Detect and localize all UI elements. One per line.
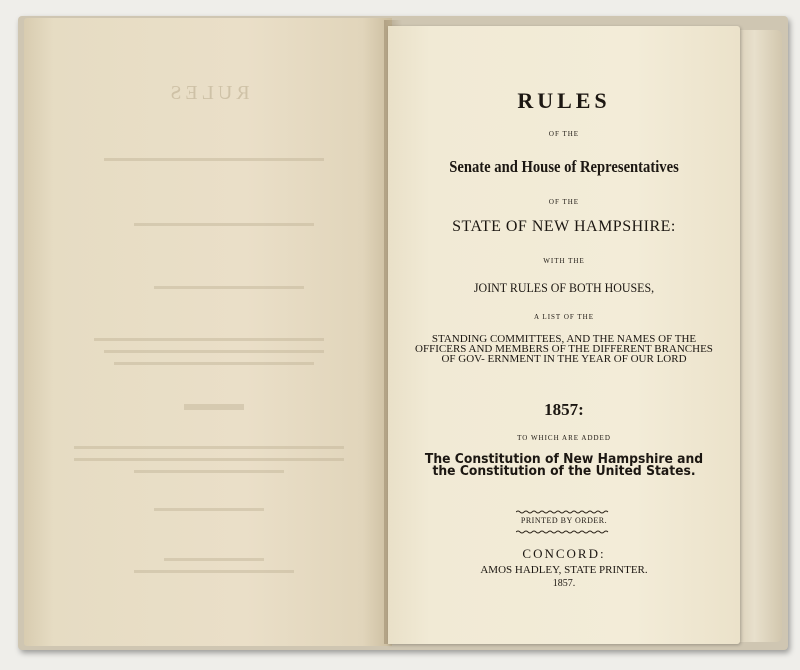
wavy-rule-bottom xyxy=(516,530,610,534)
bleed-through-line xyxy=(104,350,324,353)
bleed-through-text: RULES xyxy=(166,82,250,104)
bleed-through-line xyxy=(184,404,244,410)
bleed-through-line xyxy=(134,470,284,473)
standing-committees-text: STANDING COMMITTEES, AND THE NAMES OF THE OFFICERS AND MEMBERS OF THE DIFFERENT BRANCHES OF GOV- ERNMENT IN THE YEAR OF OUR LORD xyxy=(415,333,713,365)
bleed-through-line xyxy=(154,286,304,289)
senate-house-heading: Senate and House of Representatives xyxy=(449,157,679,176)
wavy-rule-top xyxy=(516,510,610,514)
bleed-through-line xyxy=(154,508,264,511)
title-page xyxy=(388,26,740,644)
bleed-through-line xyxy=(74,458,344,461)
page-stack-edge xyxy=(736,30,782,642)
imprint-printer: AMOS HADLEY, STATE PRINTER. xyxy=(480,564,648,576)
joint-rules-heading: JOINT RULES OF BOTH HOUSES, xyxy=(473,280,655,295)
imprint-city: CONCORD: xyxy=(522,546,606,561)
constitution-heading: The Constitution of New Hampshire and the Constitution of the United States. xyxy=(424,452,704,479)
bleed-through-line xyxy=(94,338,324,341)
year-heading: 1857: xyxy=(544,400,584,419)
of-the-label: OF THE xyxy=(548,198,580,206)
to-which-label: TO WHICH ARE ADDED xyxy=(517,434,611,442)
bleed-through-line xyxy=(134,570,294,573)
printed-by-order: PRINTED BY ORDER. xyxy=(520,516,608,525)
bleed-through-line xyxy=(114,362,314,365)
page-title: RULES xyxy=(517,88,611,113)
with-the-label: WITH THE xyxy=(543,257,585,265)
bleed-through-line xyxy=(134,223,314,226)
imprint-date: 1857. xyxy=(552,578,576,589)
left-page xyxy=(24,18,392,646)
bleed-through-line xyxy=(104,158,324,161)
bleed-through-line xyxy=(74,446,344,449)
a-list-label: A LIST OF THE xyxy=(534,313,594,321)
of-the-label: OF THE xyxy=(548,130,580,138)
bleed-through-line xyxy=(164,558,264,561)
state-heading: STATE OF NEW HAMPSHIRE: xyxy=(452,218,676,235)
